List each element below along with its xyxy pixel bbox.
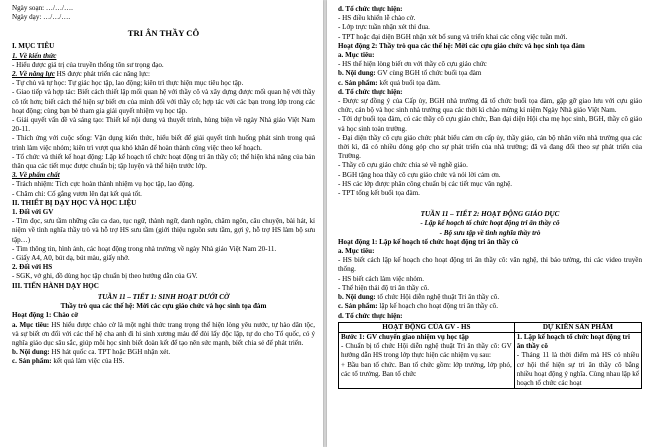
planning-objective-label: a. Mục tiêu: xyxy=(338,247,375,256)
activity-2-content-text: GV cùng BGH tổ chức buổi tọa đàm xyxy=(375,69,482,78)
planning-implementation: d. Tổ chức thực hiện: xyxy=(338,311,403,320)
para-supplies: - Giấy A4, A0, bút dạ, bút màu, giấy nhớ. xyxy=(12,254,130,263)
sub-competency-label: 2. Về năng lực xyxy=(12,70,55,79)
period-2-sub-2: - Bộ sưu tập về tình nghĩa thầy trò xyxy=(439,228,541,237)
page-right-content xyxy=(327,0,650,389)
product-1-text: - Tháng 11 là thời điểm mà HS có nhiều cơ hội thể hiện sự tri ân thầy cô bằng nhiều hoạt động ý nghĩa. Cùng nhau lập kế hoạch tổ chức các hoạt xyxy=(516,351,639,387)
activity-1-content-label: b. Nội dung: xyxy=(12,348,50,357)
table-cell-activities xyxy=(339,332,515,388)
para-communication: - Giao tiếp và hợp tác: Biết cách thiết lập mối quan hệ với thầy cô và xây dựng được mối quan hệ với thầy cô tốt hơn; biết cách thể hiện sự biết ơn của mình đối với thầy cô; hợp tác với các bạn trong lớp trong các hoạt động; cùng bạn bè tham gia giải quyết nhiệm vụ học tập. xyxy=(12,88,315,115)
activity-2-step-5: - BGH tặng hoa thầy cô cựu giáo chức và nói lời cảm ơn. xyxy=(338,170,501,179)
lesson-title: TRI ÂN THẦY CÔ xyxy=(127,28,200,39)
para-adapting: - Thích ứng với cuộc sống: Vận dụng kiến thức, hiểu biết để giải quyết tình huống phát sinh trong quá trình làm việc nhóm; kiên trì vượt qua khó khăn để hoàn thành công việc theo kế hoạch. xyxy=(12,134,315,152)
table-row xyxy=(339,332,642,388)
activity-1-implementation: d. Tổ chức thực hiện: xyxy=(338,5,403,13)
sub-for-teacher: 1. Đối với GV xyxy=(12,208,54,217)
para-problem-solving: - Giải quyết vấn đề và sáng tạo: Thiết kế nội dung và thuyết trình, hùng biện về ngày Nhà giáo Việt Nam 20-11. xyxy=(12,116,315,134)
period-1-subheading: Thầy trò qua các thế hệ: Mời các cựu giáo chức và học sinh tọa đàm xyxy=(60,302,267,311)
planning-activity-heading: Hoạt động 1: Lập kế hoạch tổ chức hoạt động tri ân thầy cô xyxy=(338,237,519,246)
activity-2-implementation: d. Tổ chức thực hiện: xyxy=(338,87,403,96)
activity-2-objective-label: a. Mục tiêu: xyxy=(338,51,375,60)
activity-1-content-text: HS hát quốc ca. TPT hoặc BGH nhận xét. xyxy=(49,348,171,357)
section-objectives: I. MỤC TIÊU xyxy=(12,42,55,51)
page-right xyxy=(327,0,650,447)
para-teacher-info: - Tìm thông tin, hình ảnh, các hoạt động trong nhà trường về ngày Nhà giáo Việt Nam 20-11. xyxy=(12,244,277,253)
planning-objective-2: - HS biết cách làm việc nhóm. xyxy=(338,274,425,283)
para-diligence: - Chăm chỉ: Cố gắng vươn lên đạt kết quả tốt. xyxy=(12,189,142,198)
activity-2-content-label: b. Nội dung: xyxy=(338,69,376,78)
planning-content-label: b. Nội dung: xyxy=(338,293,376,302)
planning-objective-3: - Thể hiện thái độ tri ân thầy cô. xyxy=(338,283,430,292)
activity-2-step-2: - Tới dự buổi tọa đàm, có các thầy cô cựu giáo chức, Ban đại diện Hội cha mẹ học sinh, BGH, thầy cô giáo và học sinh toàn trường. xyxy=(338,115,642,133)
sub-qualities: 3. Về phẩm chất xyxy=(12,171,60,180)
para-knowledge: - Hiểu được giá trị của truyền thống tôn sư trọng đạo. xyxy=(12,60,164,69)
planning-product xyxy=(338,302,642,311)
activity-2-step-3: - Đại diện thầy cô cựu giáo chức phát biểu cảm ơn cấp ủy, thầy giáo, cán bộ nhân viên nhà trường qua các thời kì, đã có nhiều đóng góp cho sự phát triển của nhà trường; đã và đang đổi theo sự phát triển của Trường. xyxy=(338,133,642,161)
para-responsibility: - Trách nhiệm: Tích cực hoàn thành nhiệm vụ học tập, lao động. xyxy=(12,180,195,189)
table-header-products: DỰ KIẾN SẢN PHẨM xyxy=(514,322,641,332)
planning-content-text: tổ chức Hội diễn nghệ thuật Tri ân thầy cô. xyxy=(375,293,500,302)
date-prepared: Ngày soạn: …/…/…. xyxy=(12,4,73,12)
table-header-activities: HOẠT ĐỘNG CỦA GV - HS xyxy=(339,322,515,332)
activity-2-content xyxy=(338,69,642,78)
sub-for-students: 2. Đối với HS xyxy=(12,263,53,272)
activity-2-step-7: - TPT tổng kết buổi tọa đàm. xyxy=(338,189,420,198)
lesson-plan-table xyxy=(338,322,642,389)
page-left xyxy=(0,0,323,447)
sub-competency xyxy=(12,70,315,79)
period-2-sub-1: - Lập kế hoạch tổ chức hoạt động tri ân thầy cô xyxy=(420,219,560,228)
sub-competency-text: HS được phát triển các năng lực: xyxy=(54,70,151,79)
impl-line-3: - TPT hoặc đại diện BGH nhận xét bổ sung và triển khai các công việc tuần mới. xyxy=(338,32,568,41)
activity-1-objective-text: HS hiểu được chào cờ là một nghi thức trang trọng thể hiện lòng yêu nước, tự hào dân tộc, và sự biết ơn đối với các thế hệ cha anh đi hi sinh xương máu để đòi lấy độc lập, tự do cho Tổ quốc, có ý nghĩa giáo dục sâu sắc, giúp mỗi học sinh biết đoàn kết để tạo nên sức mạnh, biết chia sẻ để phát triển. xyxy=(12,320,315,347)
impl-line-1: - HS điều khiển lễ chào cờ. xyxy=(338,14,416,23)
section-procedure: III. TIẾN HÀNH DẠY HỌC xyxy=(12,281,99,290)
activity-1-product-label: c. Sản phẩm: xyxy=(12,357,52,366)
step-1-text: - Chuẩn bị tổ chức Hội diễn nghệ thuật Tri ân thầy cô: GV hướng dẫn HS trong lớp thực hiện các nhiệm vụ sau: xyxy=(341,342,512,360)
para-student-materials: - SGK, vở ghi, đồ dùng học tập chuẩn bị theo hướng dẫn của GV. xyxy=(12,272,198,281)
activity-2-step-6: - HS các lớp được phân công chuẩn bị các tiết mục văn nghệ. xyxy=(338,179,513,188)
activity-1-objective-label: a. Mục tiêu: xyxy=(12,320,50,329)
planning-product-label: c. Sản phẩm: xyxy=(338,302,378,311)
planning-content xyxy=(338,293,642,302)
planning-product-text: lập kế hoạch cho hoạt động tri ân thầy cô. xyxy=(377,302,498,311)
section-equipment: II. THIẾT BỊ DẠY HỌC VÀ HỌC LIỆU xyxy=(12,198,137,207)
activity-2-product xyxy=(338,79,642,88)
period-2-heading: TUẦN 11 – TIẾT 2: HOẠT ĐỘNG GIÁO DỤC xyxy=(420,210,560,219)
activity-2-objective: - HS thể hiện lòng biết ơn với thầy cô cựu giáo chức xyxy=(338,60,487,69)
table-cell-products xyxy=(514,332,641,388)
planning-objective-1: - HS biết cách lập kế hoạch cho hoạt động tri ân thầy cô: văn nghệ, thi báo tường, thi các video truyền thống. xyxy=(338,256,642,274)
activity-2-product-text: kết quả buổi tọa đàm. xyxy=(377,78,441,87)
step-1-text-2: + Bầu ban tổ chức. Ban tổ chức gồm: lớp trưởng, lớp phó, các tổ trưởng. Ban tổ chức xyxy=(341,360,512,378)
activity-1-product-text: kết quả làm việc của HS. xyxy=(51,357,125,366)
activity-2-product-label: c. Sản phẩm: xyxy=(338,78,378,87)
product-1-title: 1. Lập kế hoạch tổ chức hoạt động tri ân thầy cô xyxy=(516,332,630,351)
activity-1-heading: Hoạt động 1: Chào cờ xyxy=(12,311,79,320)
step-1-title: Bước 1: GV chuyển giao nhiệm vụ học tập xyxy=(341,332,469,341)
table-header-row xyxy=(339,322,642,332)
period-1-heading: TUẦN 11 – TIẾT 1: SINH HOẠT DƯỚI CỜ xyxy=(97,292,230,301)
date-teaching: Ngày dạy: …/…/…. xyxy=(12,13,71,22)
activity-2-step-1: - Được sự đồng ý của Cấp ủy, BGH nhà trường đã tổ chức buổi tọa đàm, gặp gỡ giao lưu với cựu giáo chức, cán bộ và học sinh nhà trường qua các thời kì chào mừng kỉ niệm Ngày Nhà giáo Việt Nam. xyxy=(338,97,642,115)
activity-2-step-4: - Thầy cô cựu giáo chức chia sẻ về nghề giáo. xyxy=(338,161,468,170)
impl-line-2: - Lớp trực tuần nhận xét thi đua. xyxy=(338,23,430,32)
activity-2-heading: Hoạt động 2: Thầy trò qua các thế hệ: Mời các cựu giáo chức và học sinh tọa đàm xyxy=(338,41,585,50)
activity-1-product xyxy=(12,357,315,366)
para-teacher-materials: - Tìm đọc, sưu tầm những câu ca dao, tục ngữ, thành ngữ, danh ngôn, châm ngôn, câu chuyện, bài hát, kỉ niệm về tình nghĩa thầy trò và hỗ trợ HS sưu tầm (giới thiệu nguồn sưu tầm, gợi ý, hỗ trợ HS làm bộ sưu tập…) xyxy=(12,217,315,244)
para-self-study: - Tự chủ và tự học: Tự giác học tập, lao động; kiên trì thực hiện mục tiêu học tập. xyxy=(12,79,244,88)
sub-knowledge: 1. Về kiến thức xyxy=(12,51,57,60)
para-organizing: - Tổ chức và thiết kế hoạt động: Lập kế hoạch tổ chức hoạt động tri ân thầy cô; thể hiện khả năng của bản thân qua các tiết mục được chuẩn bị; tập luyện và thể hiện trước lớp. xyxy=(12,152,315,171)
page-left-content xyxy=(0,0,323,367)
activity-1-content xyxy=(12,348,315,357)
activity-1-objective xyxy=(12,321,315,349)
